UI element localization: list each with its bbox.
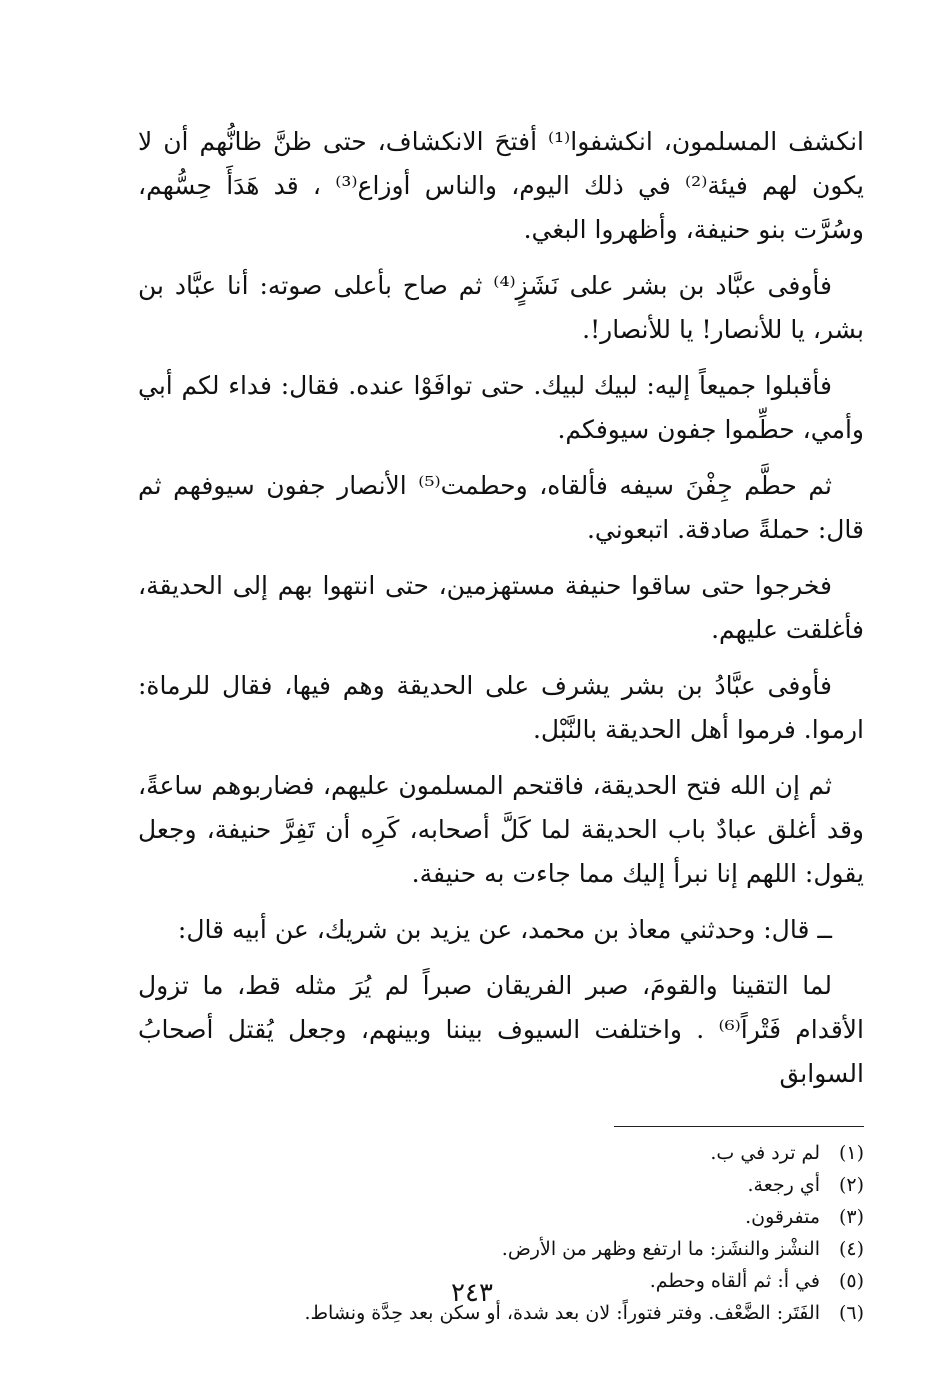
footnote: [138, 1233, 864, 1265]
footnote-number: (٥): [838, 1270, 864, 1292]
footnote-text: في أ: ثم ألقاه وحطم.: [649, 1270, 820, 1292]
page-number: ٢٤٣: [451, 1278, 493, 1308]
footnote-number: (٢): [838, 1174, 864, 1196]
paragraph: فأقبلوا جميعاً إليه: لبيك لبيك. حتى توافَوْا عنده. فقال: فداء لكم أبي وأمي، حطِّموا جفون سيوفكم.: [138, 371, 864, 444]
footnote: [138, 1201, 864, 1233]
footnote-text: النشْز والنشَز: ما ارتفع وظهر من الأرض.: [501, 1238, 820, 1260]
footnote-text: متفرقون.: [745, 1206, 820, 1228]
paragraph: لما التقينا والقومَ، صبر الفريقان صبراً لم يُرَ مثله قط، ما تزول الأقدام فَتْراً⁽⁶⁾ . واختلفت السيوف بيننا وبينهم، وجعل يُقتل أصحابُ السوابق: [138, 971, 864, 1088]
footnote-number: (٣): [838, 1206, 864, 1228]
main-text: [138, 120, 864, 1096]
paragraph: فأوفى عبَّاد بن بشر على نَشَزٍ⁽⁴⁾ ثم صاح بأعلى صوته: أنا عبَّاد بن بشر، يا للأنصار! يا للأنصار!.: [138, 271, 864, 344]
paragraph: ــ قال: وحدثني معاذ بن محمد، عن يزيد بن شريك، عن أبيه قال:: [177, 915, 832, 944]
footnote-number: (٤): [838, 1238, 864, 1260]
footnote: [138, 1137, 864, 1169]
footnote-number: (٦): [838, 1302, 864, 1324]
footnote-number: (١): [838, 1142, 864, 1164]
footnote-text: الفَتَر: الضَّعْف. وفتر فتوراً: لان بعد شدة، أو سكن بعد حِدَّة ونشاط.: [304, 1302, 820, 1324]
footnote-divider: [614, 1126, 864, 1127]
footnote: [138, 1169, 864, 1201]
paragraph: ثم إن الله فتح الحديقة، فاقتحم المسلمون عليهم، فضاربوهم ساعةً، وقد أغلق عبادٌ باب الحديقة لما كَلَّ أصحابه، كَرِه أن تَفِرَّ حنيفة، وجعل يقول: اللهم إنا نبرأ إليك مما جاءت به حنيفة.: [138, 771, 864, 888]
paragraph: فخرجوا حتى ساقوا حنيفة مستهزمين، حتى انتهوا بهم إلى الحديقة، فأغلقت عليهم.: [138, 571, 864, 644]
paragraph: ثم حطَّم جِفْنَ سيفه فألقاه، وحطمت⁽⁵⁾ الأنصار جفون سيوفهم ثم قال: حملةً صادقة. اتبعوني.: [138, 471, 864, 544]
paragraph: فأوفى عبَّادُ بن بشر يشرف على الحديقة وهم فيها، فقال للرماة: ارموا. فرموا أهل الحديقة بالنَّبْل.: [138, 671, 864, 744]
footnote-text: لم ترد في ب.: [710, 1142, 820, 1164]
footnote-text: أي رجعة.: [747, 1174, 820, 1196]
paragraph: انكشف المسلمون، انكشفوا⁽¹⁾ أفتحَ الانكشاف، حتى ظنَّ ظانُّهم أن لا يكون لهم فيئة⁽²⁾ في ذلك اليوم، والناس أوزاع⁽³⁾ ، قد هَدَأَ حِسُّهم، وسُرَّت بنو حنيفة، وأظهروا البغي.: [138, 127, 865, 244]
